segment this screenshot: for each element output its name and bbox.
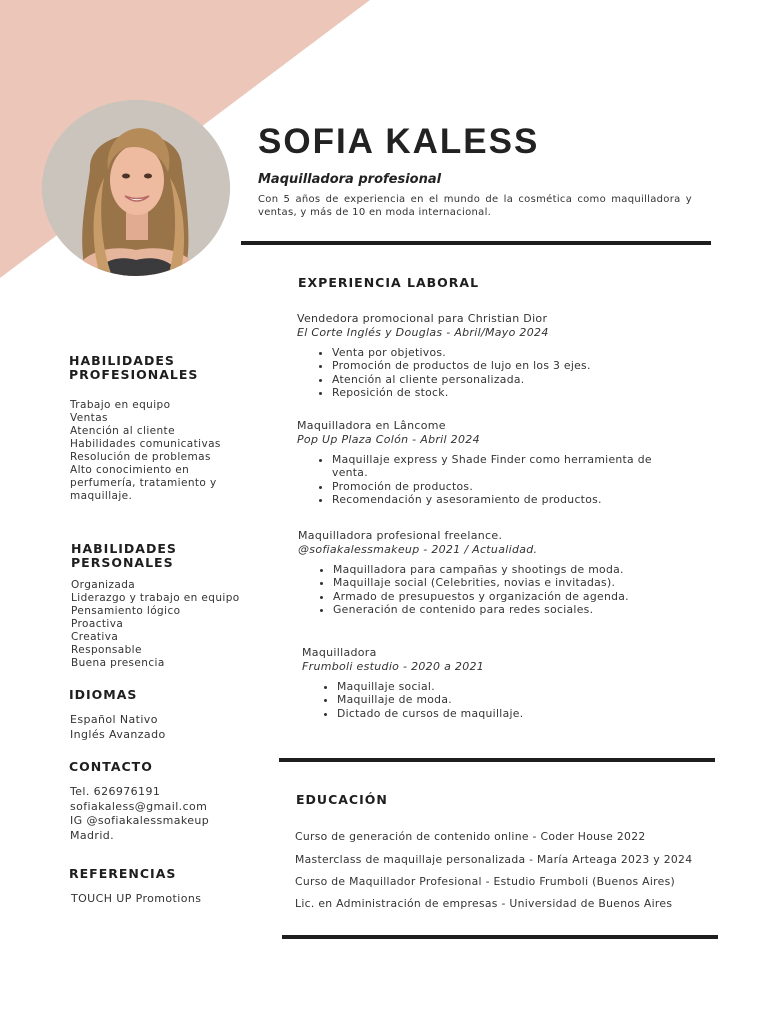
job-place: El Corte Inglés y Douglas - Abril/Mayo 2024 bbox=[297, 326, 549, 339]
section-divider bbox=[279, 758, 715, 762]
list-item: Resolución de problemas bbox=[70, 451, 211, 463]
list-item: Ventas bbox=[70, 412, 108, 424]
list-item: • Armado de presupuestos y organización de agenda. bbox=[333, 590, 698, 603]
list-item: • Maquillaje express y Shade Finder como herramienta de venta. bbox=[332, 453, 662, 480]
languages-heading: IDIOMAS bbox=[69, 687, 138, 702]
job-entry bbox=[297, 419, 697, 506]
list-item: Habilidades comunicativas bbox=[70, 438, 221, 450]
education-item: Curso de Maquillador Profesional - Estudio Frumboli (Buenos Aires) bbox=[295, 875, 676, 888]
list-item: • Maquilladora para campañas y shootings de moda. bbox=[333, 563, 698, 576]
list-item: • Atención al cliente personalizada. bbox=[332, 373, 697, 386]
job-bullets bbox=[298, 563, 698, 616]
contact-city: Madrid. bbox=[70, 828, 115, 842]
profile-photo bbox=[42, 100, 230, 276]
job-place: Pop Up Plaza Colón - Abril 2024 bbox=[297, 433, 480, 446]
list-item: perfumería, tratamiento y bbox=[70, 477, 217, 489]
list-item: • Maquillaje social (Celebrities, novias e invitadas). bbox=[333, 576, 698, 589]
contact-email: sofiakaless@gmail.com bbox=[70, 799, 208, 813]
job-entry bbox=[298, 529, 698, 616]
job-bullets bbox=[297, 453, 662, 506]
list-item: • Dictado de cursos de maquillaje. bbox=[337, 707, 702, 720]
job-title: Maquilladora profesional freelance. bbox=[298, 529, 503, 542]
list-item: • Maquillaje de moda. bbox=[337, 693, 702, 706]
education-item: Curso de generación de contenido online - Coder House 2022 bbox=[295, 830, 646, 843]
list-item: • Maquillaje social. bbox=[337, 680, 702, 693]
list-item: Organizada bbox=[71, 579, 136, 591]
education-heading: EDUCACIÓN bbox=[296, 792, 388, 807]
candidate-name: SOFIA KALESS bbox=[258, 122, 540, 161]
list-item: Pensamiento lógico bbox=[71, 605, 181, 617]
list-item: • Venta por objetivos. bbox=[332, 346, 697, 359]
list-item: Alto conocimiento en bbox=[70, 464, 190, 476]
education-item: Lic. en Administración de empresas - Universidad de Buenos Aires bbox=[295, 897, 673, 910]
job-title: Vendedora promocional para Christian Dior bbox=[297, 312, 548, 325]
list-item: Liderazgo y trabajo en equipo bbox=[71, 592, 240, 604]
skills-professional-heading bbox=[69, 354, 198, 382]
heading-line: HABILIDADES bbox=[71, 541, 177, 556]
list-item: maquillaje. bbox=[70, 490, 133, 502]
contact-phone: Tel. 626976191 bbox=[70, 785, 161, 798]
contact-list bbox=[70, 785, 209, 843]
bottom-divider bbox=[282, 935, 718, 939]
list-item: Inglés Avanzado bbox=[70, 727, 166, 741]
list-item: Español Nativo bbox=[70, 713, 158, 726]
skills-personal-heading bbox=[71, 542, 177, 570]
job-entry bbox=[297, 312, 697, 399]
references-heading: REFERENCIAS bbox=[69, 866, 177, 881]
heading-line: PROFESIONALES bbox=[69, 367, 199, 382]
list-item: Trabajo en equipo bbox=[70, 399, 171, 411]
list-item: Proactiva bbox=[71, 618, 124, 630]
list-item: Responsable bbox=[71, 644, 142, 656]
education-item: Masterclass de maquillaje personalizada - María Arteaga 2023 y 2024 bbox=[295, 853, 693, 866]
references-list bbox=[71, 892, 201, 905]
skills-professional-list bbox=[70, 399, 221, 503]
list-item: • Generación de contenido para redes sociales. bbox=[333, 603, 698, 616]
job-role: Maquilladora profesional bbox=[258, 172, 442, 187]
experience-heading: EXPERIENCIA LABORAL bbox=[298, 275, 480, 290]
job-bullets bbox=[297, 346, 697, 399]
list-item: Buena presencia bbox=[71, 657, 165, 669]
languages-list bbox=[70, 713, 166, 742]
profile-summary: Con 5 años de experiencia en el mundo de la cosmética como maquilladora y ventas, y más de 10 en moda internacional. bbox=[258, 194, 692, 218]
list-item: TOUCH UP Promotions bbox=[71, 892, 202, 905]
list-item: • Promoción de productos de lujo en los 3 ejes. bbox=[332, 359, 697, 372]
list-item: • Reposición de stock. bbox=[332, 386, 697, 399]
job-entry bbox=[302, 646, 702, 720]
heading-line: PERSONALES bbox=[71, 555, 174, 570]
header-divider bbox=[241, 241, 711, 245]
job-place: Frumboli estudio - 2020 a 2021 bbox=[302, 660, 485, 673]
job-place: @sofiakalessmakeup - 2021 / Actualidad. bbox=[298, 543, 538, 556]
list-item: • Recomendación y asesoramiento de productos. bbox=[332, 493, 662, 506]
contact-instagram: IG @sofiakalessmakeup bbox=[70, 814, 210, 827]
list-item: Atención al cliente bbox=[70, 425, 175, 437]
list-item: • Promoción de productos. bbox=[332, 480, 662, 493]
job-bullets bbox=[302, 680, 702, 720]
list-item: Creativa bbox=[71, 631, 119, 643]
job-title: Maquilladora bbox=[302, 646, 377, 659]
contact-heading: CONTACTO bbox=[69, 759, 153, 774]
job-title: Maquilladora en Lâncome bbox=[297, 419, 446, 432]
skills-personal-list bbox=[71, 579, 240, 670]
heading-line: HABILIDADES bbox=[69, 353, 175, 368]
